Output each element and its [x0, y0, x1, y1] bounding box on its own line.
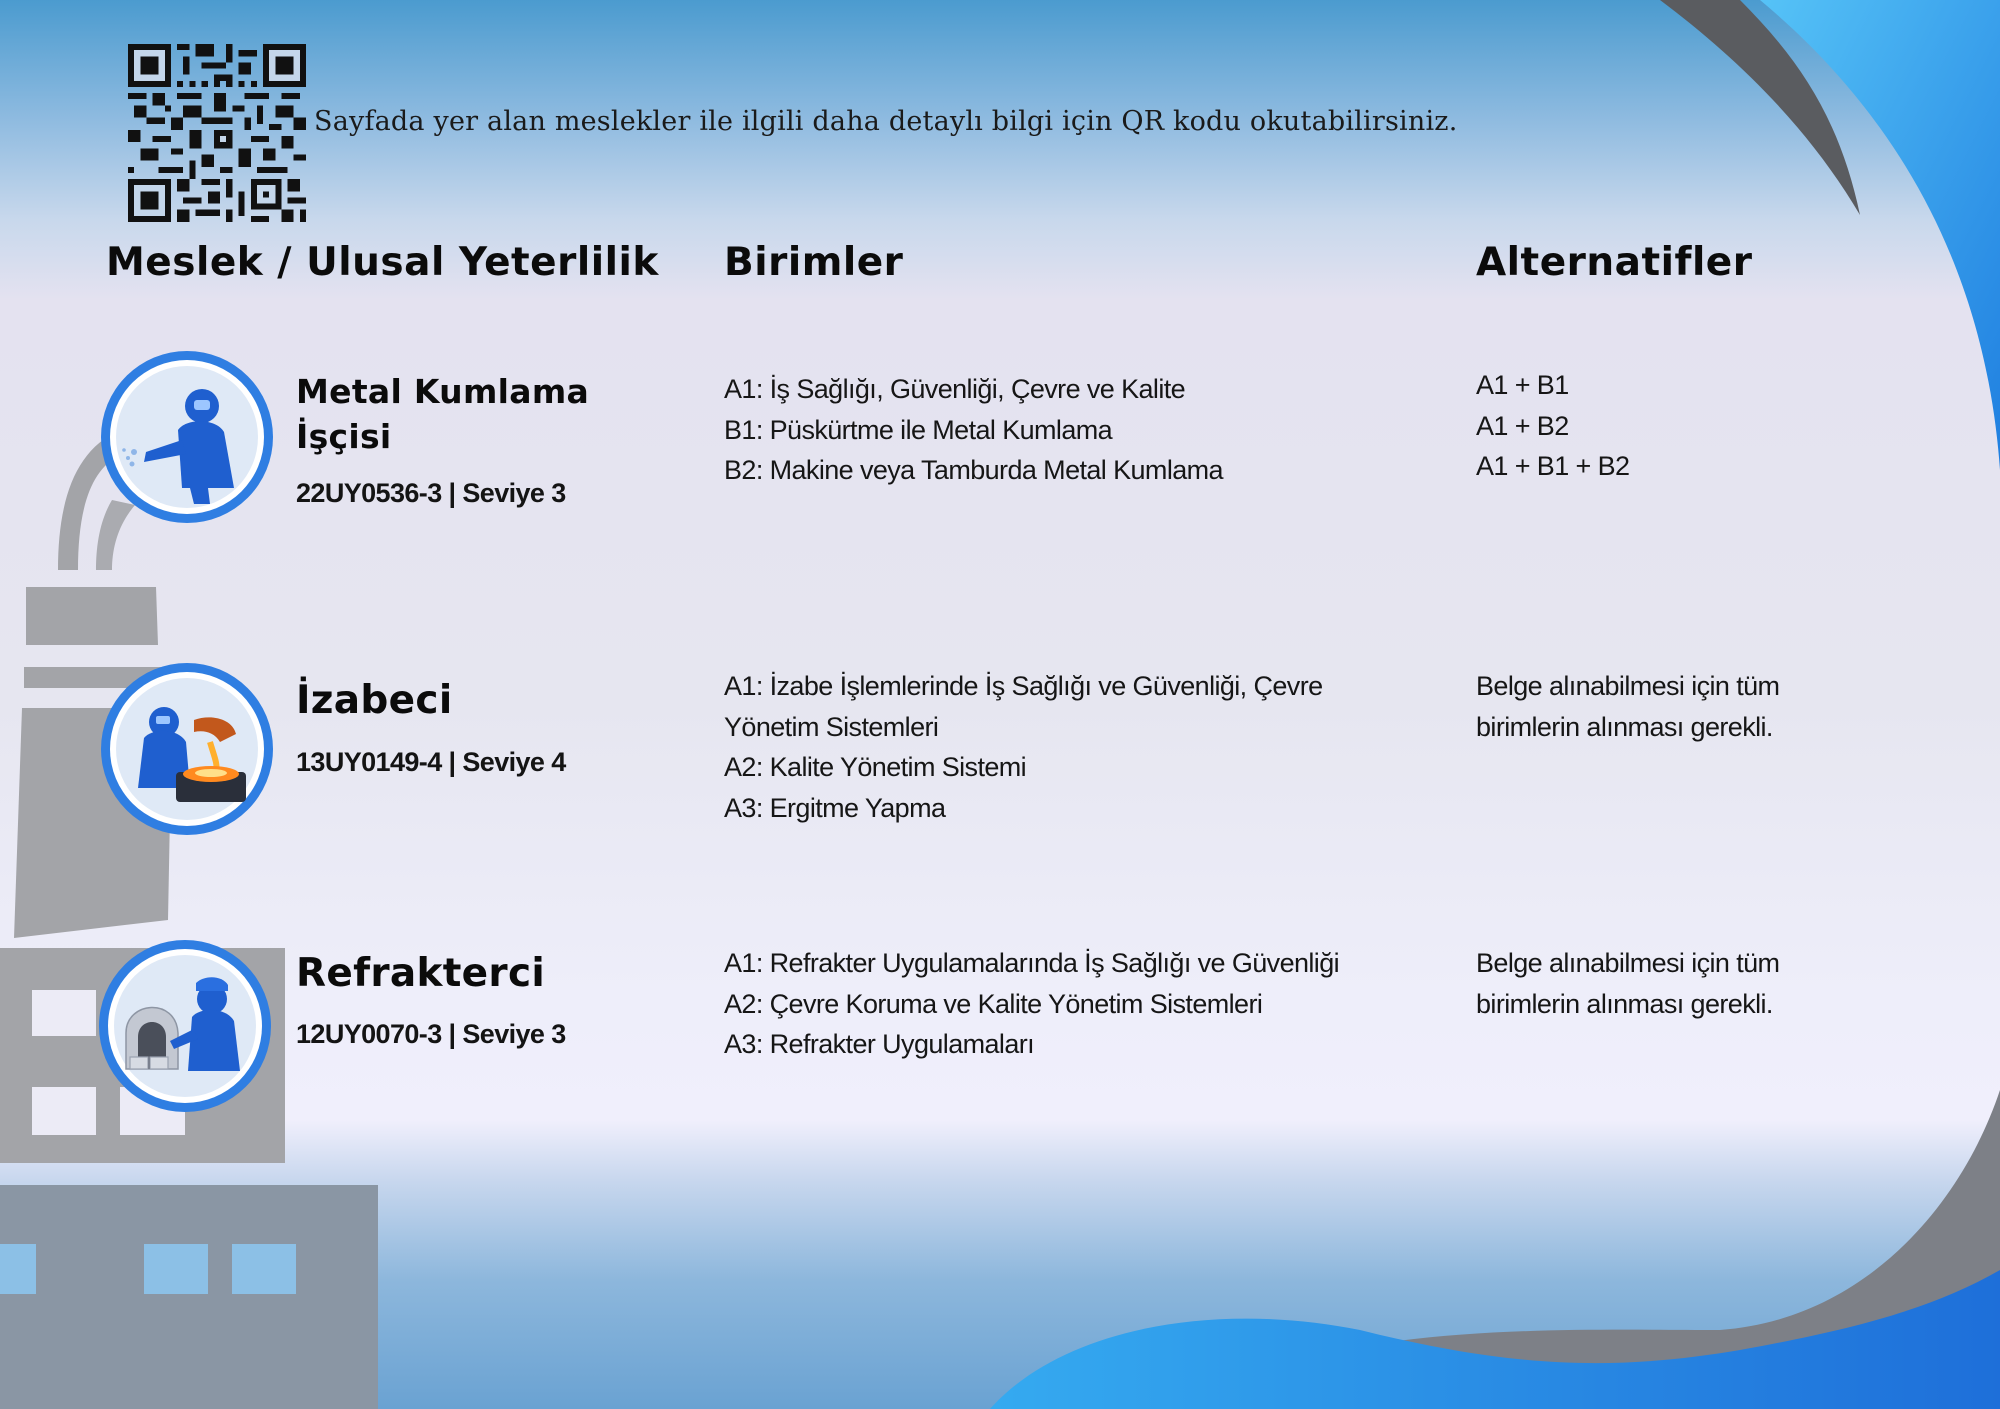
- units-list-2: [724, 943, 1339, 1065]
- alternatives-list-2: [1476, 943, 1779, 1024]
- unit-item: A1: İş Sağlığı, Güvenliği, Çevre ve Kalite: [724, 374, 1186, 404]
- occupation-name-line: İşçisi: [296, 417, 392, 456]
- units-list-1: [724, 666, 1323, 828]
- alternative-item: Belge alınabilmesi için tüm: [1476, 948, 1780, 978]
- occupation-name-line: Metal Kumlama: [296, 372, 590, 411]
- alternative-item: Belge alınabilmesi için tüm: [1476, 671, 1780, 701]
- unit-item: A2: Kalite Yönetim Sistemi: [724, 752, 1027, 782]
- occupation-code-1: 13UY0149-4 | Seviye 4: [296, 747, 566, 777]
- occupation-name-line: Refrakterci: [296, 951, 546, 996]
- occupation-code-0: 22UY0536-3 | Seviye 3: [296, 478, 566, 508]
- occupation-name-line: İzabeci: [296, 678, 453, 723]
- alternative-item: A1 + B1 + B2: [1476, 451, 1630, 481]
- header-units: Birimler: [724, 240, 904, 285]
- alternative-item: birimlerin alınması gerekli.: [1476, 988, 1773, 1019]
- occupation-name-1: [296, 678, 452, 723]
- occupation-name-0: [296, 369, 589, 459]
- unit-item: A1: Refrakter Uygulamalarında İş Sağlığı ve Güvenliği: [724, 948, 1340, 978]
- occupation-code-2: 12UY0070-3 | Seviye 3: [296, 1019, 566, 1049]
- header-occupation: Meslek / Ulusal Yeterlilik: [106, 240, 659, 285]
- alternative-item: A1 + B1: [1476, 370, 1569, 400]
- unit-item: A2: Çevre Koruma ve Kalite Yönetim Sistemleri: [724, 988, 1263, 1019]
- unit-item: B1: Püskürtme ile Metal Kumlama: [724, 414, 1113, 445]
- sandblasting-worker-icon: [98, 348, 276, 526]
- unit-item: A3: Ergitme Yapma: [724, 792, 946, 823]
- units-list-0: [724, 369, 1223, 491]
- unit-item: A1: İzabe İşlemlerinde İş Sağlığı ve Güvenliği, Çevre: [724, 671, 1323, 701]
- alternatives-list-1: [1476, 666, 1779, 747]
- header-alternatives: Alternatifler: [1476, 240, 1753, 285]
- unit-item: Yönetim Sistemleri: [724, 711, 939, 742]
- refractory-bricklayer-icon: [96, 937, 274, 1115]
- qr-caption: Sayfada yer alan meslekler ile ilgili daha detaylı bilgi için QR kodu okutabilirsiniz.: [314, 106, 1458, 137]
- unit-item: B2: Makine veya Tamburda Metal Kumlama: [724, 455, 1223, 485]
- occupation-name-2: [296, 951, 545, 996]
- qr-code-icon[interactable]: [128, 44, 306, 222]
- alternatives-list-0: [1476, 365, 1629, 487]
- smelter-worker-icon: [98, 660, 276, 838]
- unit-item: A3: Refrakter Uygulamaları: [724, 1029, 1035, 1059]
- alternative-item: A1 + B2: [1476, 410, 1569, 441]
- alternative-item: birimlerin alınması gerekli.: [1476, 711, 1773, 742]
